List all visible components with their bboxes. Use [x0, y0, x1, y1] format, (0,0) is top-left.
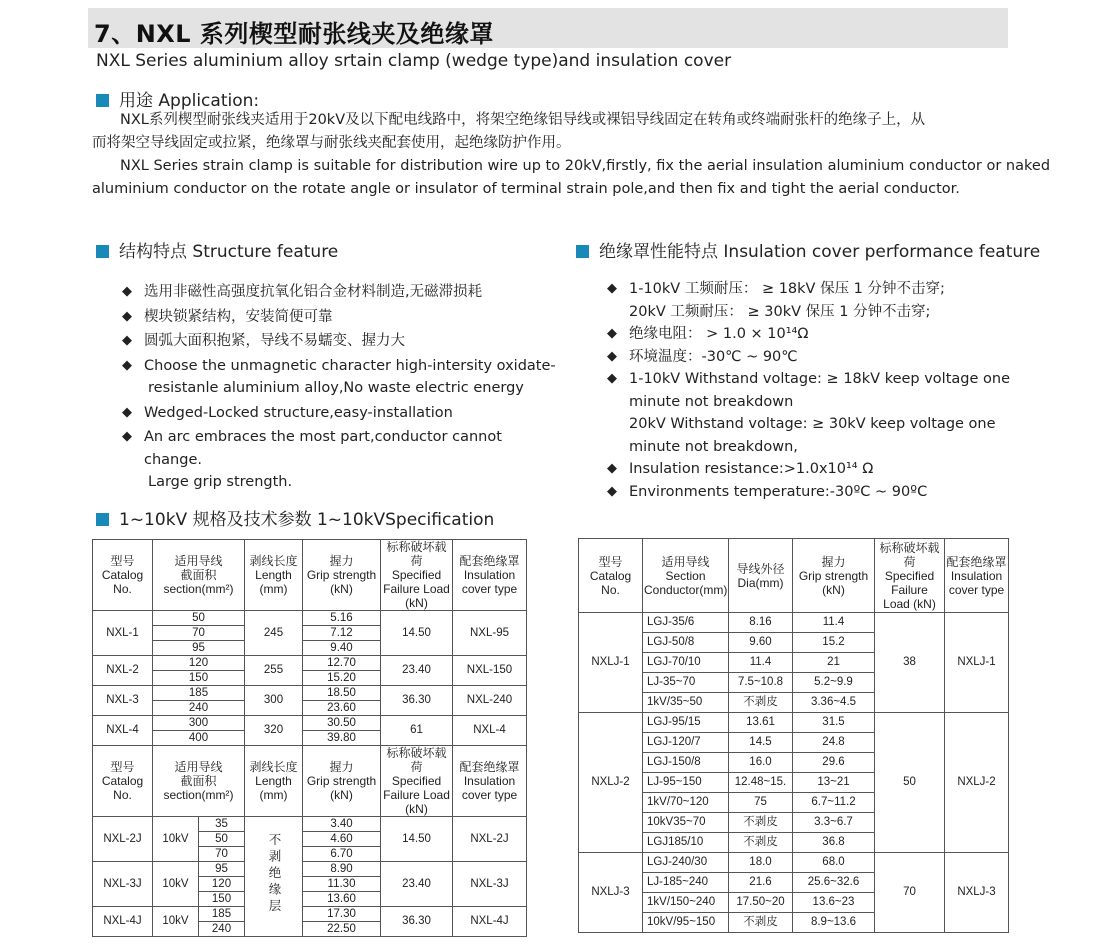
cover-cell: NXL-4	[453, 716, 527, 746]
dia-cell: 17.50~20	[729, 893, 793, 913]
structure-item-text: 圆弧大面积抱紧，导线不易蠕变、握力大	[144, 333, 405, 349]
structure-item	[122, 281, 562, 304]
diamond-bullet-icon: ◆	[122, 429, 132, 444]
application-line-1: NXL系列楔型耐张线夹适用于20kV及以下配电线路中，将架空绝缘铝导线或裸铝导线固定在转角或终端耐张杆的绝缘子上，从	[120, 112, 926, 128]
t3-header-catalog-line: 型号	[598, 554, 623, 569]
section-cell: 185	[199, 907, 245, 922]
structure-item-text: Choose the unmagnetic character high-intersity oxidate-	[144, 357, 556, 374]
grip-cell: 24.8	[793, 733, 875, 753]
t2-header-catalog-line: Catalog	[101, 774, 144, 788]
conductor-cell: LGJ-70/10	[643, 653, 729, 673]
cover-cell: NXL-150	[453, 656, 527, 686]
grip-cell: 3.36~4.5	[793, 693, 875, 713]
grip-cell: 3.40	[303, 817, 381, 832]
table-row	[579, 713, 1009, 733]
conductor-cell: 1kV/70~120	[643, 793, 729, 813]
insulation-list	[607, 278, 1027, 503]
t3-header-dia-line: Dia(mm)	[737, 575, 784, 590]
grip-cell: 23.60	[303, 701, 381, 716]
t1-header-grip-line: (kN)	[330, 582, 353, 596]
diamond-bullet-icon: ◆	[122, 357, 132, 373]
t3-header-failure-line: Failure	[891, 582, 928, 597]
diamond-bullet-icon: ◆	[607, 461, 617, 476]
application-line-3: NXL Series strain clamp is suitable for distribution wire up to 20kV,firstly, fix the aerial insulation aluminium conductor or naked	[120, 158, 1051, 174]
dia-cell: 不剥皮	[729, 913, 793, 933]
t3-header-grip-line: Grip strength	[798, 568, 869, 583]
conductor-cell: LGJ-50/8	[643, 633, 729, 653]
structure-item-text-cont: Large grip strength.	[148, 474, 293, 490]
conductor-cell: LGJ185/10	[643, 833, 729, 853]
spec-table-2	[92, 745, 527, 937]
length-cell: 245	[245, 611, 303, 656]
length-cell: 255	[245, 656, 303, 686]
cover-cell: NXLJ-1	[945, 613, 1009, 713]
diamond-bullet-icon: ◆	[607, 348, 617, 364]
structure-item	[122, 402, 562, 425]
conductor-cell: LGJ-150/8	[643, 753, 729, 773]
t3-header-failure-line: Load (kN)	[883, 596, 936, 611]
insulation-item-text: Environments temperature:-30ºC ~ 90ºC	[629, 483, 928, 500]
grip-cell: 21	[793, 653, 875, 673]
t3-header-grip	[793, 539, 875, 613]
insulation-item	[607, 368, 1027, 413]
structure-list	[122, 281, 562, 496]
conductor-cell: 10kV/95~150	[643, 913, 729, 933]
grip-cell: 12.70	[303, 656, 381, 671]
square-bullet-icon	[96, 94, 109, 107]
t2-header-length	[245, 746, 303, 817]
section-cell: 150	[153, 671, 245, 686]
structure-item-text: An arc embraces the most part,conductor cannot change.	[144, 429, 502, 468]
dia-cell: 8.16	[729, 613, 793, 633]
table-row	[93, 907, 527, 922]
dia-cell: 12.48~15.	[729, 773, 793, 793]
structure-heading-text: 结构特点 Structure feature	[119, 242, 339, 262]
model-cell: NXLJ-2	[579, 713, 643, 853]
t3-header-catalog-line: Catalog	[589, 568, 632, 583]
section-cell: 300	[153, 716, 245, 731]
failure-cell: 50	[875, 713, 945, 853]
t1-header-section	[153, 540, 245, 611]
t1-header-failure-line: Specified	[391, 568, 442, 582]
t3-header-cover-line: 配套绝缘罩	[946, 554, 1007, 569]
t3-header-dia-line: 导线外径	[736, 561, 785, 576]
table-row	[93, 656, 527, 671]
voltage-cell: 10kV	[153, 862, 199, 907]
structure-item	[122, 330, 562, 353]
diamond-bullet-icon: ◆	[122, 308, 132, 324]
t1-header-catalog	[93, 540, 153, 611]
table-row	[93, 862, 527, 877]
insulation-item-text: 1-10kV Withstand voltage: ≥ 18kV keep voltage one	[629, 371, 1010, 387]
cover-cell: NXL-3J	[453, 862, 527, 907]
conductor-cell: LGJ-95/15	[643, 713, 729, 733]
t1-header-section-line: section(mm²)	[163, 582, 234, 596]
grip-cell: 11.30	[303, 877, 381, 892]
length-cell: 320	[245, 716, 303, 746]
t2-header-cover-line: Insulation	[463, 774, 516, 788]
grip-cell: 30.50	[303, 716, 381, 731]
spec-table-3	[578, 538, 1009, 933]
t3-header-catalog-line: No.	[601, 582, 620, 597]
t1-header-cover-line: Insulation	[463, 568, 516, 582]
grip-cell: 6.7~11.2	[793, 793, 875, 813]
grip-cell: 3.3~6.7	[793, 813, 875, 833]
t1-header-grip-line: 握力	[329, 554, 354, 568]
insulation-item	[607, 413, 1027, 458]
dia-cell: 7.5~10.8	[729, 673, 793, 693]
t1-header-cover-line: 配套绝缘罩	[459, 554, 520, 568]
application-line-4: aluminium conductor on the rotate angle or insulator of terminal strain pole,and then fix and tight the aerial conductor.	[92, 181, 960, 197]
t2-header-catalog-line: 型号	[110, 760, 135, 774]
t1-header-failure-line: 标称破坏载荷	[386, 540, 447, 568]
t3-header-cover	[945, 539, 1009, 613]
diamond-bullet-icon: ◆	[607, 483, 617, 499]
application-line-2: 而将架空导线固定或拉紧，绝缘罩与耐张线夹配套使用，起绝缘防护作用。	[92, 135, 571, 151]
model-cell: NXL-4	[93, 716, 153, 746]
failure-cell: 38	[875, 613, 945, 713]
grip-cell: 13.6~23	[793, 893, 875, 913]
dia-cell: 13.61	[729, 713, 793, 733]
grip-cell: 13.60	[303, 892, 381, 907]
section-cell: 150	[199, 892, 245, 907]
insulation-item	[607, 278, 1027, 323]
cover-cell: NXL-2J	[453, 817, 527, 862]
conductor-cell: LGJ-240/30	[643, 853, 729, 873]
failure-cell: 70	[875, 853, 945, 933]
square-bullet-icon	[96, 513, 109, 526]
t3-header-failure	[875, 539, 945, 613]
t3-header-failure-line: Specified	[884, 568, 935, 583]
grip-cell: 7.12	[303, 626, 381, 641]
t2-header-length-line: (mm)	[259, 788, 288, 802]
diamond-bullet-icon: ◆	[122, 404, 132, 420]
t3-header-dia	[729, 539, 793, 613]
square-bullet-icon	[96, 245, 109, 258]
page-subtitle: NXL Series aluminium alloy srtain clamp (wedge type)and insulation cover	[96, 51, 732, 71]
square-bullet-icon	[576, 245, 589, 258]
t2-header-length-line: 剥线长度	[249, 760, 298, 774]
conductor-cell: LJ-185~240	[643, 873, 729, 893]
t2-header-cover-line: cover type	[461, 788, 518, 802]
grip-cell: 39.80	[303, 731, 381, 746]
section-cell: 120	[199, 877, 245, 892]
t2-header-failure-line: Failure Load	[383, 788, 450, 802]
failure-cell: 14.50	[381, 817, 453, 862]
t3-header-grip-line: (kN)	[822, 582, 845, 597]
model-cell: NXL-4J	[93, 907, 153, 937]
conductor-cell: LGJ-120/7	[643, 733, 729, 753]
page-title: 7、NXL 系列楔型耐张线夹及绝缘罩	[94, 20, 494, 48]
t2-header-section-line: 适用导线	[174, 760, 223, 774]
t3-header-cover-line: cover type	[948, 582, 1005, 597]
diamond-bullet-icon: ◆	[122, 333, 132, 348]
section-cell: 50	[199, 832, 245, 847]
t2-header-cover-line: 配套绝缘罩	[459, 760, 520, 774]
grip-cell: 4.60	[303, 832, 381, 847]
dia-cell: 9.60	[729, 633, 793, 653]
grip-cell: 68.0	[793, 853, 875, 873]
failure-cell: 36.30	[381, 907, 453, 937]
t1-header-length	[245, 540, 303, 611]
t2-header-length-line: Length	[255, 774, 292, 788]
grip-cell: 22.50	[303, 922, 381, 937]
grip-cell: 15.20	[303, 671, 381, 686]
insulation-item	[607, 481, 1027, 504]
t3-header-conductor	[643, 539, 729, 613]
dia-cell: 14.5	[729, 733, 793, 753]
dia-cell: 75	[729, 793, 793, 813]
t2-header-failure-line: (kN)	[405, 802, 428, 816]
insulation-item-text: 绝缘电阻： > 1.0 × 10¹⁴Ω	[629, 326, 809, 342]
length-cell: 300	[245, 686, 303, 716]
application-heading	[96, 86, 259, 111]
t2-header-section-line: section(mm²)	[163, 788, 234, 802]
structure-item	[122, 426, 562, 494]
t2-header-catalog-line: No.	[113, 788, 132, 802]
conductor-cell: LGJ-35/6	[643, 613, 729, 633]
dia-cell: 不剥皮	[729, 813, 793, 833]
conductor-cell: 1kV/35~50	[643, 693, 729, 713]
no-strip-cell	[245, 817, 303, 937]
section-cell: 185	[153, 686, 245, 701]
t2-header-failure-line: 标称破坏载荷	[386, 746, 447, 774]
t1-header-catalog-line: No.	[113, 582, 132, 596]
voltage-cell: 10kV	[153, 907, 199, 937]
t2-header-catalog	[93, 746, 153, 817]
insulation-item	[607, 323, 1027, 346]
t2-header-cover	[453, 746, 527, 817]
t1-header-section-line: 适用导线	[174, 554, 223, 568]
t1-header-catalog-line: Catalog	[101, 568, 144, 582]
grip-cell: 11.4	[793, 613, 875, 633]
title-bar	[88, 8, 1008, 48]
cover-cell: NXLJ-2	[945, 713, 1009, 853]
cover-cell: NXL-95	[453, 611, 527, 656]
grip-cell: 5.16	[303, 611, 381, 626]
t1-header-section-line: 截面积	[180, 568, 217, 582]
t1-header-cover-line: cover type	[461, 582, 518, 596]
conductor-cell: LJ-35~70	[643, 673, 729, 693]
table-row	[93, 716, 527, 731]
grip-cell: 9.40	[303, 641, 381, 656]
application-text	[92, 109, 1051, 201]
model-cell: NXL-2J	[93, 817, 153, 862]
t3-header-catalog	[579, 539, 643, 613]
grip-cell: 8.9~13.6	[793, 913, 875, 933]
voltage-cell: 10kV	[153, 817, 199, 862]
cover-cell: NXL-4J	[453, 907, 527, 937]
grip-cell: 6.70	[303, 847, 381, 862]
model-cell: NXL-3J	[93, 862, 153, 907]
model-cell: NXL-2	[93, 656, 153, 686]
insulation-item-text-cont: minute not breakdown	[629, 393, 794, 410]
t1-header-length-line: 剥线长度	[249, 554, 298, 568]
grip-cell: 25.6~32.6	[793, 873, 875, 893]
t2-header-grip-line: 握力	[329, 760, 354, 774]
grip-cell: 31.5	[793, 713, 875, 733]
t2-header-failure	[381, 746, 453, 817]
t1-header-length-line: (mm)	[259, 582, 288, 596]
t3-header-conductor-line: Section	[665, 568, 706, 583]
section-cell: 240	[199, 922, 245, 937]
t1-header-length-line: Length	[255, 568, 292, 582]
grip-cell: 29.6	[793, 753, 875, 773]
dia-cell: 11.4	[729, 653, 793, 673]
grip-cell: 5.2~9.9	[793, 673, 875, 693]
failure-cell: 36.30	[381, 686, 453, 716]
diamond-bullet-icon: ◆	[607, 371, 617, 386]
t3-header-cover-line: Insulation	[950, 568, 1003, 583]
dia-cell: 不剥皮	[729, 693, 793, 713]
table-row	[579, 853, 1009, 873]
insulation-item	[607, 346, 1027, 369]
conductor-cell: 10kV35~70	[643, 813, 729, 833]
failure-cell: 23.40	[381, 656, 453, 686]
structure-item-text-cont: resistanle aluminium alloy,No waste electric energy	[148, 380, 524, 396]
diamond-bullet-icon: ◆	[607, 326, 617, 341]
section-cell: 240	[153, 701, 245, 716]
failure-cell: 14.50	[381, 611, 453, 656]
section-cell: 95	[199, 862, 245, 877]
structure-item	[122, 355, 562, 400]
dia-cell: 21.6	[729, 873, 793, 893]
t2-header-section	[153, 746, 245, 817]
diamond-bullet-icon: ◆	[607, 281, 617, 296]
t1-header-grip-line: Grip strength	[306, 568, 377, 582]
t3-header-failure-line: 标称破坏载荷	[879, 540, 940, 569]
structure-heading	[96, 237, 338, 262]
t2-header-grip-line: (kN)	[330, 788, 353, 802]
application-heading-text: 用途 Application:	[119, 91, 260, 111]
diamond-bullet-icon: ◆	[122, 284, 132, 299]
model-cell: NXL-3	[93, 686, 153, 716]
structure-item-text: 楔块锁紧结构，安装简便可靠	[144, 308, 333, 325]
insulation-heading	[576, 237, 1040, 262]
grip-cell: 36.8	[793, 833, 875, 853]
spec-table-1	[92, 539, 527, 746]
t2-header-grip-line: Grip strength	[306, 774, 377, 788]
section-cell: 70	[153, 626, 245, 641]
table-row	[579, 613, 1009, 633]
t1-header-failure-line: (kN)	[405, 596, 428, 610]
model-cell: NXLJ-3	[579, 853, 643, 933]
section-cell: 400	[153, 731, 245, 746]
t1-header-failure	[381, 540, 453, 611]
t2-header-section-line: 截面积	[180, 774, 217, 788]
failure-cell: 61	[381, 716, 453, 746]
insulation-item-text-cont: minute not breakdown,	[629, 438, 798, 455]
t1-header-catalog-line: 型号	[110, 554, 135, 568]
insulation-item-text: 1-10kV 工频耐压： ≥ 18kV 保压 1 分钟不击穿;	[629, 281, 945, 297]
failure-cell: 23.40	[381, 862, 453, 907]
structure-item-text: 选用非磁性高强度抗氧化铝合金材料制造,无磁滞损耗	[144, 284, 483, 300]
insulation-item	[607, 458, 1027, 481]
structure-item	[122, 306, 562, 329]
section-cell: 50	[153, 611, 245, 626]
section-cell: 35	[199, 817, 245, 832]
section-cell: 95	[153, 641, 245, 656]
cover-cell: NXLJ-3	[945, 853, 1009, 933]
conductor-cell: 1kV/150~240	[643, 893, 729, 913]
t3-header-conductor-line: 适用导线	[661, 554, 710, 569]
no-strip-text: 不剥绝缘层	[267, 833, 282, 916]
t1-header-grip	[303, 540, 381, 611]
spec-heading-text: 1~10kV 规格及技术参数 1~10kVSpecification	[119, 510, 495, 530]
table-row	[93, 611, 527, 626]
insulation-item-text-cont: 20kV 工频耐压： ≥ 30kV 保压 1 分钟不击穿;	[629, 303, 931, 320]
t2-header-grip	[303, 746, 381, 817]
grip-cell: 18.50	[303, 686, 381, 701]
table-row	[93, 686, 527, 701]
dia-cell: 18.0	[729, 853, 793, 873]
conductor-cell: LJ-95~150	[643, 773, 729, 793]
grip-cell: 17.30	[303, 907, 381, 922]
structure-item-text: Wedged-Locked structure,easy-installation	[144, 404, 453, 421]
grip-cell: 13~21	[793, 773, 875, 793]
spec-heading	[96, 505, 494, 530]
section-cell: 120	[153, 656, 245, 671]
insulation-item-text: 20kV Withstand voltage: ≥ 30kV keep voltage one	[629, 416, 996, 432]
dia-cell: 16.0	[729, 753, 793, 773]
model-cell: NXLJ-1	[579, 613, 643, 713]
dia-cell: 不剥皮	[729, 833, 793, 853]
t3-header-grip-line: 握力	[821, 554, 846, 569]
model-cell: NXL-1	[93, 611, 153, 656]
grip-cell: 15.2	[793, 633, 875, 653]
section-cell: 70	[199, 847, 245, 862]
insulation-item-text: Insulation resistance:>1.0x10¹⁴ Ω	[629, 461, 874, 477]
insulation-heading-text: 绝缘罩性能特点 Insulation cover performance feature	[599, 242, 1041, 262]
t1-header-failure-line: Failure Load	[383, 582, 450, 596]
cover-cell: NXL-240	[453, 686, 527, 716]
t2-header-failure-line: Specified	[391, 774, 442, 788]
insulation-item-text: 环境温度：-30℃ ~ 90℃	[629, 348, 798, 365]
table-row	[93, 817, 527, 832]
t3-header-conductor-line: Conductor(mm)	[644, 582, 728, 597]
t1-header-cover	[453, 540, 527, 611]
grip-cell: 8.90	[303, 862, 381, 877]
